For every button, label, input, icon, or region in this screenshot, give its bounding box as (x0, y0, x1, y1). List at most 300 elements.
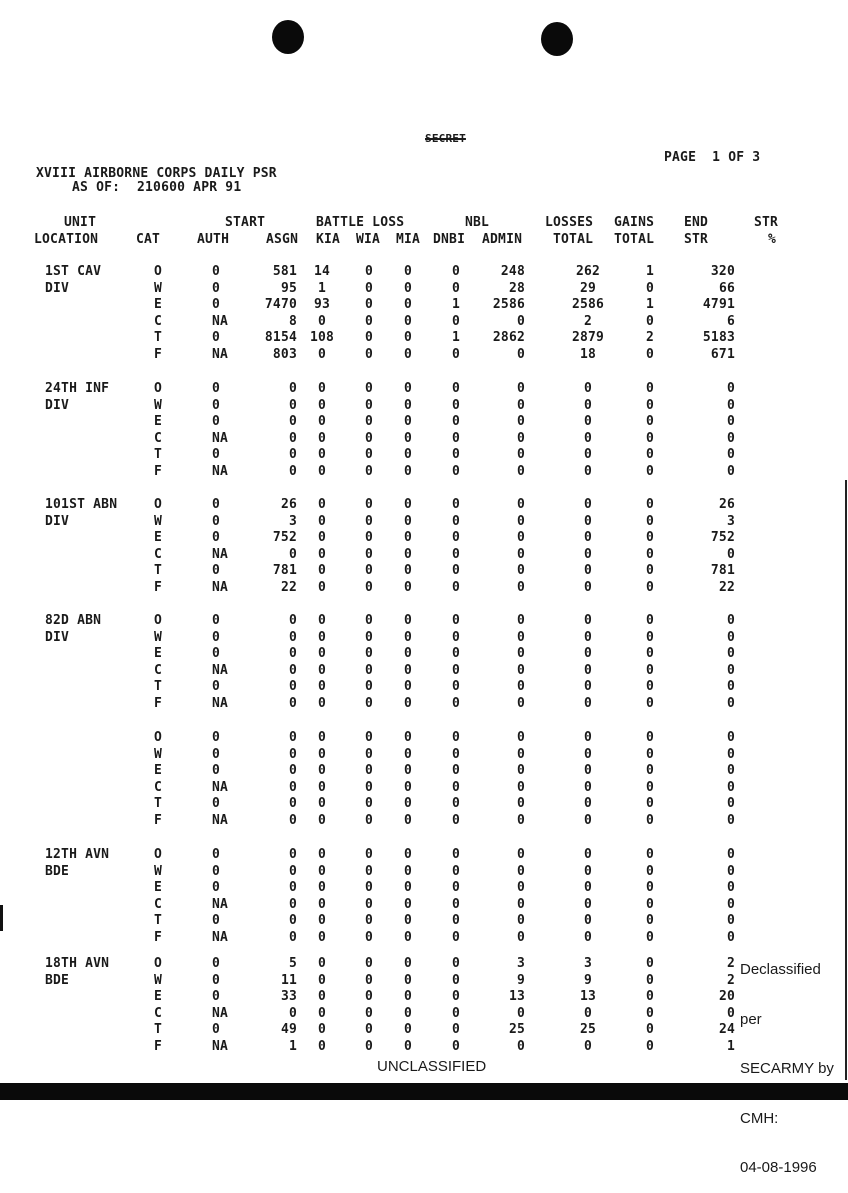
cell-losses-total: 0 (583, 863, 593, 879)
cell-cat: W (153, 397, 163, 413)
cell-auth: 0 (212, 530, 221, 546)
declassification-stamp (740, 929, 834, 1193)
cell-dnbi: 0 (451, 679, 461, 695)
cell-kia: 93 (313, 297, 331, 313)
cell-end-str: 26 (718, 497, 735, 512)
cell-losses-total: 0 (583, 497, 593, 512)
cell-auth: 0 (212, 863, 221, 879)
table-row (0, 347, 848, 364)
cell-asgn: 781 (272, 563, 297, 579)
cell-losses-total: 3 (583, 956, 593, 971)
cell-dnbi: 0 (451, 1022, 461, 1038)
cell-cat: O (153, 730, 163, 745)
cell-dnbi: 0 (451, 447, 461, 463)
cell-auth: 0 (212, 414, 221, 430)
cell-admin: 0 (516, 1005, 525, 1021)
cell-losses-total: 0 (583, 546, 593, 562)
cell-asgn: 0 (288, 414, 297, 430)
cell-mia: 0 (403, 346, 413, 362)
cell-end-str: 5183 (702, 330, 735, 346)
cell-wia: 0 (364, 746, 374, 762)
cell-end-str: 0 (726, 430, 735, 446)
cell-end-str: 0 (726, 695, 735, 711)
cell-dnbi: 0 (451, 779, 461, 795)
cell-admin: 0 (516, 546, 525, 562)
cell-end-str: 781 (710, 563, 735, 579)
cell-end-str: 0 (726, 880, 735, 896)
cell-mia: 0 (403, 779, 413, 795)
table-row (0, 973, 848, 990)
cell-cat: T (153, 679, 163, 695)
cell-asgn: 0 (288, 447, 297, 463)
cell-end-str: 0 (726, 1005, 735, 1021)
cell-end-str: 0 (726, 613, 735, 628)
cell-auth: 0 (212, 847, 221, 862)
cell-cat: F (153, 1038, 163, 1054)
hdr-str-pct: % (768, 231, 777, 247)
cell-wia: 0 (364, 297, 374, 313)
cell-wia: 0 (364, 313, 374, 329)
cell-end-str: 752 (710, 530, 735, 546)
table-row (0, 281, 848, 298)
cell-admin: 2586 (492, 297, 525, 313)
cell-kia: 14 (313, 264, 331, 279)
hdr-dnbi: DNBI (433, 231, 466, 247)
cell-losses-total: 0 (583, 730, 593, 745)
cell-gains-total: 0 (645, 579, 655, 595)
cell-gains-total: 0 (645, 972, 655, 988)
cell-dnbi: 0 (451, 929, 461, 945)
cell-mia: 0 (403, 880, 413, 896)
cell-gains-total: 0 (645, 956, 655, 971)
cell-end-str: 24 (718, 1022, 735, 1038)
cell-gains-total: 0 (645, 497, 655, 512)
hdr-gains-total: TOTAL (614, 231, 655, 247)
cell-cat: W (153, 746, 163, 762)
table-row (0, 264, 848, 281)
cell-mia: 0 (403, 264, 413, 279)
cell-admin: 0 (516, 896, 525, 912)
cell-mia: 0 (403, 646, 413, 662)
table-row (0, 297, 848, 314)
cell-losses-total: 25 (579, 1022, 597, 1038)
cell-mia: 0 (403, 430, 413, 446)
cell-wia: 0 (364, 863, 374, 879)
cell-end-str: 0 (726, 779, 735, 795)
table-row (0, 547, 848, 564)
cell-auth: NA (212, 695, 229, 711)
hdr-location: LOCATION (34, 231, 99, 247)
cell-admin: 0 (516, 430, 525, 446)
cell-kia: 0 (317, 430, 327, 446)
cell-dnbi: 0 (451, 989, 461, 1005)
table-row (0, 530, 848, 547)
cell-cat: O (153, 847, 163, 862)
unit-name: DIV (45, 280, 70, 296)
cell-kia: 0 (317, 513, 327, 529)
cell-losses-total: 2586 (571, 297, 605, 313)
cell-auth: 0 (212, 497, 221, 512)
cell-auth: 0 (212, 1022, 221, 1038)
cell-losses-total: 0 (583, 563, 593, 579)
cell-wia: 0 (364, 695, 374, 711)
cell-admin: 0 (516, 463, 525, 479)
cell-end-str: 0 (726, 679, 735, 695)
unit-block (0, 613, 848, 713)
cell-losses-total: 2879 (571, 330, 605, 346)
cell-dnbi: 0 (451, 796, 461, 812)
cell-cat: O (153, 956, 163, 971)
cell-losses-total: 262 (575, 264, 601, 279)
cell-losses-total: 0 (583, 381, 593, 396)
cell-dnbi: 0 (451, 956, 461, 971)
cell-gains-total: 0 (645, 929, 655, 945)
cell-gains-total: 0 (645, 746, 655, 762)
cell-kia: 0 (317, 695, 327, 711)
declass-line: SECARMY by (740, 1060, 834, 1077)
cell-kia: 0 (317, 381, 327, 396)
punch-hole (541, 22, 573, 56)
table-row (0, 646, 848, 663)
cell-dnbi: 0 (451, 646, 461, 662)
unit-block (0, 497, 848, 597)
unit-name: DIV (45, 629, 70, 645)
cell-losses-total: 0 (583, 763, 593, 779)
cell-dnbi: 0 (451, 579, 461, 595)
cell-gains-total: 0 (645, 679, 655, 695)
cell-gains-total: 0 (645, 880, 655, 896)
cell-cat: E (153, 297, 163, 313)
cell-mia: 0 (403, 513, 413, 529)
cell-cat: T (153, 563, 163, 579)
cell-wia: 0 (364, 972, 374, 988)
cell-losses-total: 0 (583, 430, 593, 446)
cell-mia: 0 (403, 847, 413, 862)
cell-admin: 2862 (492, 330, 525, 346)
cell-end-str: 0 (726, 763, 735, 779)
cell-wia: 0 (364, 896, 374, 912)
cell-auth: 0 (212, 880, 221, 896)
cell-wia: 0 (364, 730, 374, 745)
punch-hole (272, 20, 304, 54)
cell-kia: 0 (317, 847, 327, 862)
cell-wia: 0 (364, 463, 374, 479)
hdr-kia: KIA (316, 231, 341, 247)
cell-wia: 0 (364, 812, 374, 828)
cell-wia: 0 (364, 497, 374, 512)
cell-kia: 0 (317, 397, 327, 413)
cell-gains-total: 0 (645, 812, 655, 828)
cell-gains-total: 0 (645, 662, 655, 678)
cell-auth: NA (212, 463, 229, 479)
cell-auth: 0 (212, 913, 221, 929)
table-row (0, 956, 848, 973)
cell-cat: O (153, 264, 163, 279)
unit-block (0, 381, 848, 481)
hdr-wia: WIA (356, 231, 381, 247)
hdr-auth: AUTH (197, 231, 230, 247)
unit-name: BDE (45, 972, 70, 988)
cell-dnbi: 1 (451, 330, 461, 346)
table-row (0, 847, 848, 864)
table-row (0, 630, 848, 647)
cell-auth: NA (212, 1038, 229, 1054)
cell-losses-total: 0 (583, 880, 593, 896)
cell-gains-total: 0 (645, 447, 655, 463)
cell-cat: O (153, 613, 163, 628)
cell-end-str: 0 (726, 414, 735, 430)
cell-wia: 0 (364, 913, 374, 929)
cell-cat: E (153, 989, 163, 1005)
cell-auth: NA (212, 896, 229, 912)
cell-asgn: 0 (288, 381, 297, 396)
cell-gains-total: 0 (645, 280, 655, 296)
cell-wia: 0 (364, 1038, 374, 1054)
cell-kia: 0 (317, 629, 327, 645)
cell-cat: F (153, 463, 163, 479)
cell-kia: 0 (317, 1005, 327, 1021)
cell-gains-total: 0 (645, 414, 655, 430)
unit-name: 1ST CAV (45, 264, 102, 279)
hdr-nbl: NBL (465, 215, 490, 230)
cell-gains-total: 0 (645, 1022, 655, 1038)
cell-end-str: 3 (726, 513, 735, 529)
cell-wia: 0 (364, 629, 374, 645)
cell-dnbi: 0 (451, 880, 461, 896)
hdr-str: STR (754, 215, 779, 230)
cell-wia: 0 (364, 646, 374, 662)
page-number: PAGE 1 OF 3 (664, 150, 761, 165)
table-row (0, 813, 848, 830)
cell-kia: 0 (317, 679, 327, 695)
cell-end-str: 0 (726, 796, 735, 812)
cell-losses-total: 0 (583, 629, 593, 645)
table-row (0, 897, 848, 914)
hdr-mia: MIA (396, 231, 421, 247)
cell-kia: 1 (317, 280, 327, 296)
table-row (0, 580, 848, 597)
cell-mia: 0 (403, 956, 413, 971)
cell-admin: 13 (508, 989, 525, 1005)
cell-asgn: 5 (288, 956, 297, 971)
cell-mia: 0 (403, 497, 413, 512)
cell-mia: 0 (403, 896, 413, 912)
cell-admin: 25 (508, 1022, 525, 1038)
cell-dnbi: 0 (451, 972, 461, 988)
cell-gains-total: 0 (645, 847, 655, 862)
cell-end-str: 0 (726, 746, 735, 762)
cell-gains-total: 0 (645, 629, 655, 645)
hdr-start: START (225, 215, 266, 230)
cell-cat: C (153, 1005, 163, 1021)
cell-cat: W (153, 513, 163, 529)
cell-losses-total: 13 (579, 989, 597, 1005)
cell-asgn: 7470 (264, 297, 297, 313)
unit-name: 82D ABN (45, 613, 102, 628)
cell-cat: T (153, 330, 163, 346)
cell-kia: 0 (317, 1022, 327, 1038)
cell-end-str: 1 (726, 1038, 735, 1054)
cell-auth: NA (212, 313, 229, 329)
table-row (0, 1006, 848, 1023)
cell-end-str: 320 (710, 264, 735, 279)
cell-mia: 0 (403, 763, 413, 779)
cell-asgn: 0 (288, 463, 297, 479)
cell-mia: 0 (403, 381, 413, 396)
cell-losses-total: 0 (583, 929, 593, 945)
cell-mia: 0 (403, 695, 413, 711)
cell-admin: 0 (516, 629, 525, 645)
cell-asgn: 0 (288, 746, 297, 762)
cell-gains-total: 0 (645, 613, 655, 628)
unit-name: 101ST ABN (45, 497, 118, 512)
cell-kia: 0 (317, 579, 327, 595)
cell-gains-total: 0 (645, 779, 655, 795)
cell-cat: C (153, 896, 163, 912)
cell-kia: 0 (317, 646, 327, 662)
cell-cat: F (153, 695, 163, 711)
cell-cat: E (153, 414, 163, 430)
cell-kia: 108 (309, 330, 335, 346)
cell-asgn: 95 (280, 280, 297, 296)
cell-wia: 0 (364, 381, 374, 396)
cell-auth: NA (212, 1005, 229, 1021)
cell-wia: 0 (364, 546, 374, 562)
cell-end-str: 0 (726, 629, 735, 645)
cell-wia: 0 (364, 662, 374, 678)
cell-gains-total: 0 (645, 646, 655, 662)
table-header (0, 215, 848, 248)
cell-end-str: 0 (726, 397, 735, 413)
cell-losses-total: 9 (583, 972, 593, 988)
cell-dnbi: 0 (451, 313, 461, 329)
cell-kia: 0 (317, 497, 327, 512)
cell-wia: 0 (364, 763, 374, 779)
cell-asgn: 33 (280, 989, 297, 1005)
cell-cat: E (153, 763, 163, 779)
cell-asgn: 0 (288, 695, 297, 711)
unit-block (0, 847, 848, 947)
declass-line: 04-08-1996 (740, 1159, 817, 1176)
cell-wia: 0 (364, 796, 374, 812)
cell-wia: 0 (364, 1005, 374, 1021)
cell-asgn: 0 (288, 929, 297, 945)
cell-mia: 0 (403, 313, 413, 329)
cell-admin: 0 (516, 613, 525, 628)
cell-losses-total: 0 (583, 397, 593, 413)
cell-gains-total: 0 (645, 896, 655, 912)
cell-cat: C (153, 779, 163, 795)
cell-auth: 0 (212, 563, 221, 579)
cell-dnbi: 0 (451, 662, 461, 678)
cell-auth: NA (212, 546, 229, 562)
cell-auth: 0 (212, 297, 221, 313)
cell-auth: NA (212, 929, 229, 945)
unit-block (0, 956, 848, 1056)
cell-mia: 0 (403, 913, 413, 929)
unit-name: DIV (45, 513, 70, 529)
cell-wia: 0 (364, 513, 374, 529)
cell-cat: O (153, 497, 163, 512)
cell-cat: T (153, 796, 163, 812)
cell-wia: 0 (364, 563, 374, 579)
cell-cat: W (153, 280, 163, 296)
cell-gains-total: 1 (645, 264, 655, 279)
cell-end-str: 671 (710, 346, 735, 362)
cell-admin: 0 (516, 847, 525, 862)
cell-auth: 0 (212, 264, 221, 279)
cell-mia: 0 (403, 530, 413, 546)
cell-losses-total: 0 (583, 913, 593, 929)
cell-end-str: 6 (726, 313, 735, 329)
as-of-label: AS OF: (72, 180, 121, 195)
cell-end-str: 0 (726, 463, 735, 479)
unit-name: 12TH AVN (45, 847, 110, 862)
cell-auth: NA (212, 662, 229, 678)
table-row (0, 381, 848, 398)
cell-mia: 0 (403, 972, 413, 988)
cell-end-str: 0 (726, 381, 735, 396)
cell-asgn: 0 (288, 796, 297, 812)
cell-mia: 0 (403, 1022, 413, 1038)
cell-dnbi: 0 (451, 546, 461, 562)
cell-admin: 9 (516, 972, 525, 988)
cell-cat: E (153, 880, 163, 896)
cell-end-str: 20 (718, 989, 735, 1005)
cell-dnbi: 0 (451, 563, 461, 579)
cell-end-str: 0 (726, 812, 735, 828)
cell-wia: 0 (364, 579, 374, 595)
cell-end-str: 0 (726, 847, 735, 862)
cell-kia: 0 (317, 563, 327, 579)
cell-asgn: 0 (288, 812, 297, 828)
cell-losses-total: 0 (583, 530, 593, 546)
cell-dnbi: 0 (451, 463, 461, 479)
cell-asgn: 11 (280, 972, 297, 988)
table-row (0, 1022, 848, 1039)
cell-wia: 0 (364, 929, 374, 945)
cell-kia: 0 (317, 313, 327, 329)
cell-admin: 0 (516, 913, 525, 929)
cell-end-str: 0 (726, 863, 735, 879)
cell-admin: 0 (516, 695, 525, 711)
cell-losses-total: 0 (583, 513, 593, 529)
cell-cat: T (153, 913, 163, 929)
cell-admin: 0 (516, 530, 525, 546)
cell-admin: 0 (516, 763, 525, 779)
cell-kia: 0 (317, 546, 327, 562)
cell-mia: 0 (403, 613, 413, 628)
cell-auth: 0 (212, 956, 221, 971)
cell-mia: 0 (403, 563, 413, 579)
cell-cat: E (153, 646, 163, 662)
cell-auth: NA (212, 779, 229, 795)
cell-cat: C (153, 546, 163, 562)
cell-auth: NA (212, 579, 229, 595)
cell-asgn: 8 (288, 313, 297, 329)
cell-kia: 0 (317, 989, 327, 1005)
cell-end-str: 0 (726, 913, 735, 929)
table-row (0, 414, 848, 431)
cell-asgn: 0 (288, 662, 297, 678)
cell-losses-total: 0 (583, 695, 593, 711)
cell-wia: 0 (364, 397, 374, 413)
cell-dnbi: 0 (451, 264, 461, 279)
cell-kia: 0 (317, 796, 327, 812)
cell-cat: F (153, 579, 163, 595)
cell-asgn: 0 (288, 913, 297, 929)
table-row (0, 763, 848, 780)
